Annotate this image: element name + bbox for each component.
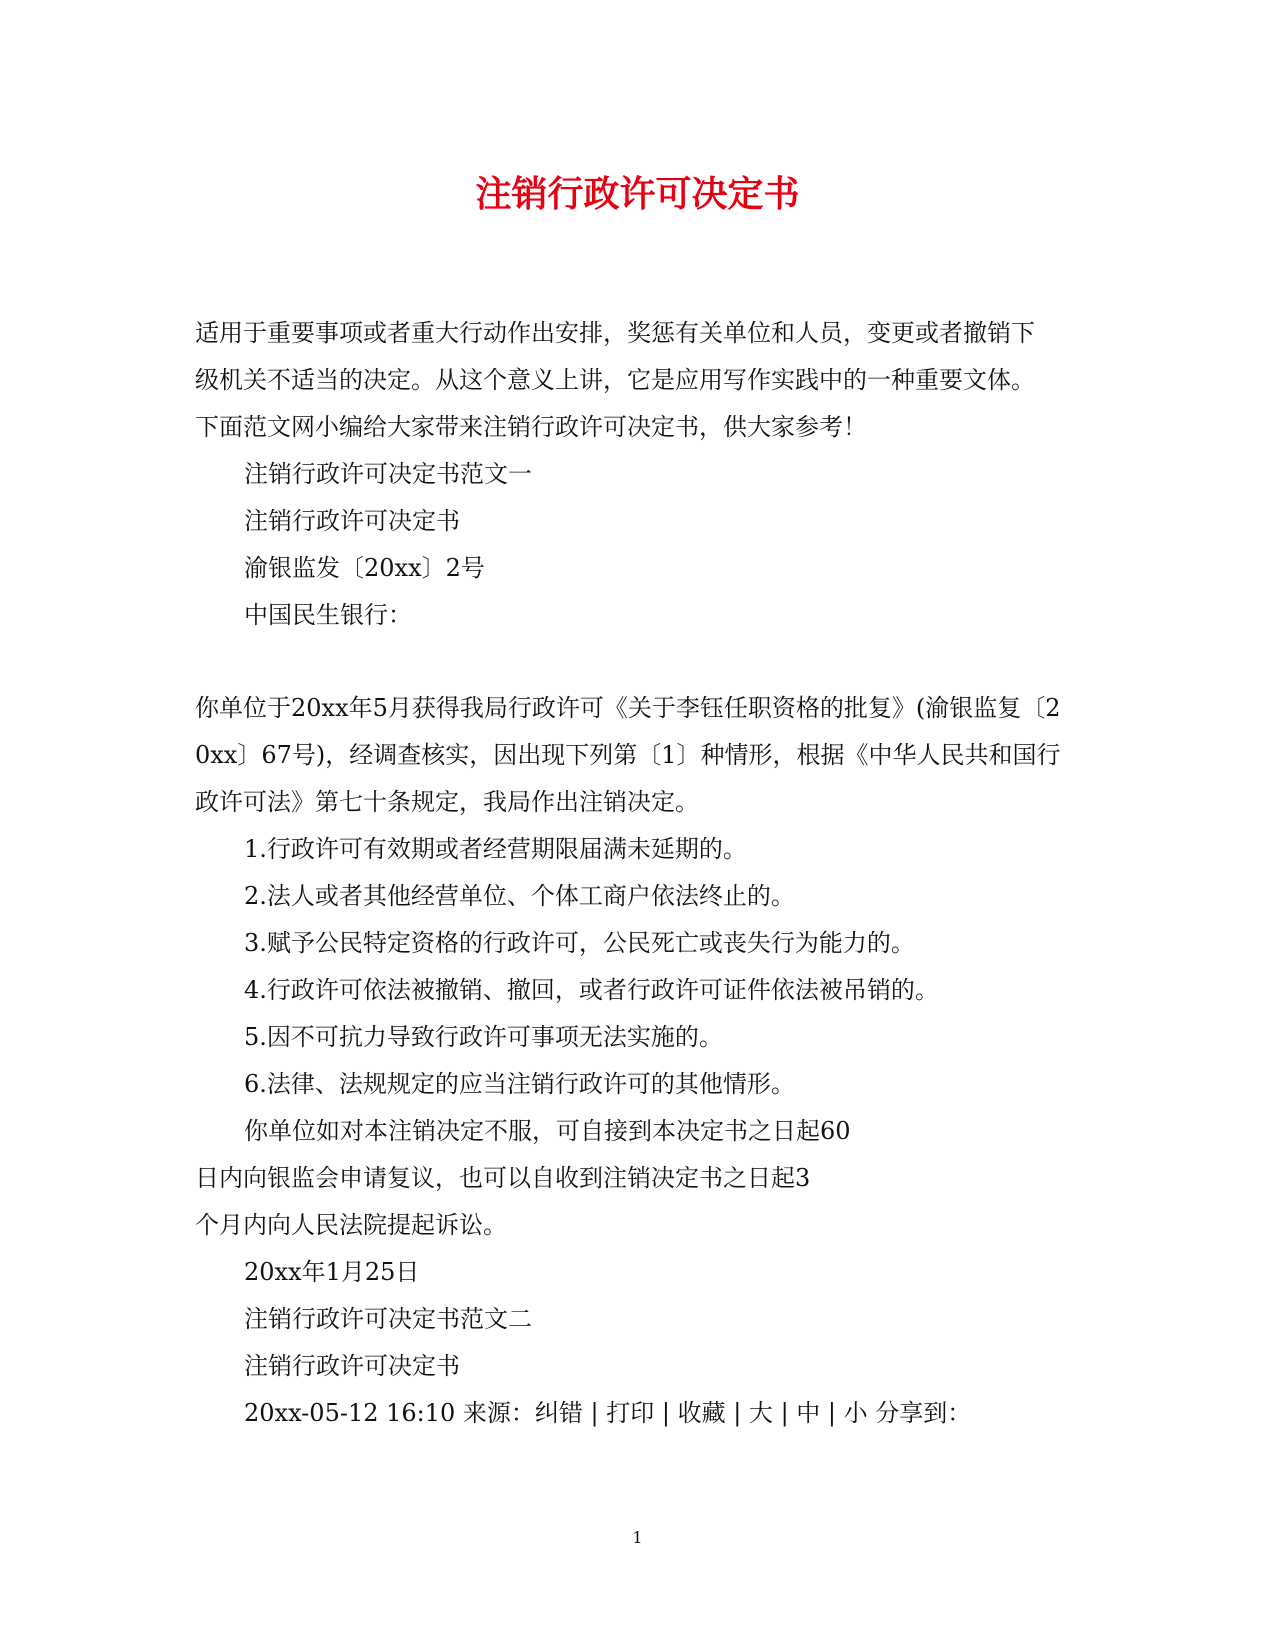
list-item-4: 4.行政许可依法被撤销、撤回，或者行政许可证件依法被吊销的。 xyxy=(244,976,939,1004)
list-item-2: 2.法人或者其他经营单位、个体工商户依法终止的。 xyxy=(244,882,795,910)
body-line-2: 0xx〕67号)，经调查核实，因出现下列第〔1〕种情形，根据《中华人民共和国行 xyxy=(195,741,1061,769)
issue-date: 20xx年1月25日 xyxy=(244,1258,420,1286)
body-line-3: 政许可法》第七十条规定，我局作出注销决定。 xyxy=(195,788,699,816)
body-line-1: 你单位于20xx年5月获得我局行政许可《关于李钰任职资格的批复》(渝银监复〔2 xyxy=(195,694,1061,722)
document-title: 注销行政许可决定书 xyxy=(475,173,800,215)
appeal-line-3: 个月内向人民法院提起诉讼。 xyxy=(195,1211,507,1239)
sample2-heading: 注销行政许可决定书范文二 xyxy=(244,1305,532,1333)
intro-line-1: 适用于重要事项或者重大行动作出安排，奖惩有关单位和人员，变更或者撤销下 xyxy=(195,319,1035,347)
appeal-line-2: 日内向银监会申请复议，也可以自收到注销决定书之日起3 xyxy=(195,1164,811,1192)
intro-line-2: 级机关不适当的决定。从这个意义上讲，它是应用写作实践中的一种重要文体。 xyxy=(195,366,1035,394)
meta-line: 20xx-05-12 16:10 来源：纠错 | 打印 | 收藏 | 大 | 中 | 小 分享到： xyxy=(244,1399,972,1427)
list-item-5: 5.因不可抗力导致行政许可事项无法实施的。 xyxy=(244,1023,723,1051)
sample2-doc-title: 注销行政许可决定书 xyxy=(244,1352,460,1380)
recipient: 中国民生银行： xyxy=(244,601,412,629)
sample1-heading: 注销行政许可决定书范文一 xyxy=(244,460,532,488)
doc-number: 渝银监发〔20xx〕2号 xyxy=(244,554,485,582)
page-number: 1 xyxy=(632,1528,643,1547)
sample1-doc-title: 注销行政许可决定书 xyxy=(244,507,460,535)
list-item-1: 1.行政许可有效期或者经营期限届满未延期的。 xyxy=(244,835,747,863)
appeal-line-1: 你单位如对本注销决定不服，可自接到本决定书之日起60 xyxy=(244,1117,851,1145)
list-item-6: 6.法律、法规规定的应当注销行政许可的其他情形。 xyxy=(244,1070,795,1098)
list-item-3: 3.赋予公民特定资格的行政许可，公民死亡或丧失行为能力的。 xyxy=(244,929,915,957)
intro-line-3: 下面范文网小编给大家带来注销行政许可决定书，供大家参考！ xyxy=(195,413,867,441)
